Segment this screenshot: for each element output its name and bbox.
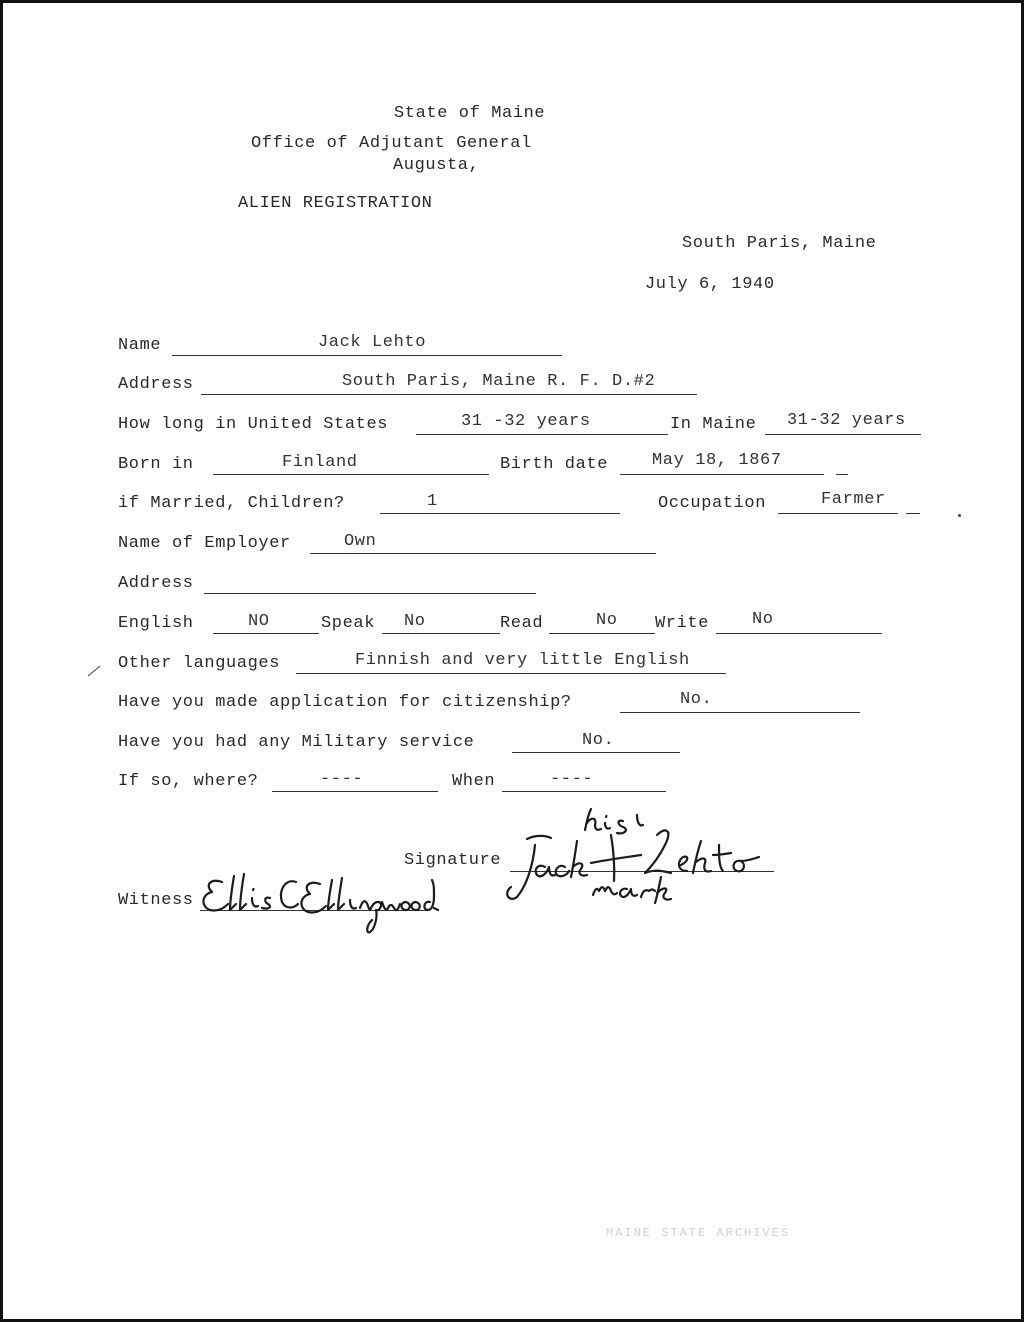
military-label: Have you had any Military service (118, 733, 475, 752)
employer-address-line (204, 593, 536, 594)
other-languages-label: Other languages (118, 654, 281, 673)
children-value: 1 (427, 492, 438, 511)
employer-line (310, 553, 656, 554)
write-line (716, 633, 882, 634)
citizenship-value: No. (680, 690, 713, 709)
name-value: Jack Lehto (318, 333, 427, 352)
children-label: if Married, Children? (118, 494, 345, 513)
occupation-line-tail (906, 513, 920, 514)
header-office: Office of Adjutant General (251, 134, 532, 153)
header-city: Augusta, (393, 156, 480, 175)
military-line (512, 752, 680, 753)
address-value: South Paris, Maine R. F. D.#2 (342, 372, 656, 391)
when-value: ---- (550, 770, 594, 789)
maine-duration-line (765, 434, 921, 435)
witness-label: Witness (118, 891, 194, 910)
handwritten-signature (505, 805, 785, 915)
other-languages-line (296, 673, 726, 674)
employer-label: Name of Employer (118, 534, 291, 553)
born-in-line (213, 474, 489, 475)
us-duration-value: 31 -32 years (461, 412, 591, 431)
when-line (502, 791, 666, 792)
english-label: English (118, 614, 194, 633)
birth-date-value: May 18, 1867 (652, 451, 782, 470)
address-line (201, 394, 697, 395)
english-value: NO (248, 612, 270, 631)
margin-dot (958, 514, 961, 517)
write-value: No (752, 610, 774, 629)
children-line (380, 513, 620, 514)
address-label: Address (118, 375, 194, 394)
birth-date-line (620, 474, 824, 475)
header-state: State of Maine (394, 104, 546, 123)
military-value: No. (582, 731, 615, 750)
employer-address-label: Address (118, 574, 194, 593)
read-line (549, 633, 655, 634)
margin-tick-mark (86, 664, 102, 678)
english-line (213, 633, 319, 634)
employer-value: Own (344, 532, 377, 551)
birth-date-label: Birth date (500, 455, 609, 474)
read-value: No (596, 611, 618, 630)
document-title: ALIEN REGISTRATION (238, 194, 433, 213)
us-duration-line (416, 434, 668, 435)
maine-duration-label: In Maine (670, 415, 757, 434)
occupation-label: Occupation (658, 494, 767, 513)
where-value: ---- (320, 770, 364, 789)
name-line (172, 355, 562, 356)
born-in-label: Born in (118, 455, 194, 474)
other-languages-value: Finnish and very little English (355, 651, 690, 670)
citizenship-line (620, 712, 860, 713)
speak-label: Speak (321, 614, 376, 633)
location-line: South Paris, Maine (682, 234, 877, 253)
where-label: If so, where? (118, 772, 259, 791)
birth-date-line-tail (836, 474, 848, 475)
speak-value: No (404, 612, 426, 631)
handwritten-witness-signature (198, 860, 438, 940)
occupation-line (778, 513, 898, 514)
signature-label: Signature (404, 851, 502, 870)
maine-duration-value: 31-32 years (787, 411, 906, 430)
read-label: Read (500, 614, 544, 633)
where-line (272, 791, 438, 792)
when-label: When (452, 772, 496, 791)
us-duration-label: How long in United States (118, 415, 389, 434)
born-in-value: Finland (282, 453, 358, 472)
write-label: Write (655, 614, 710, 633)
citizenship-label: Have you made application for citizenship? (118, 693, 572, 712)
speak-line (382, 633, 500, 634)
archive-stamp: MAINE STATE ARCHIVES (606, 1226, 791, 1240)
occupation-value: Farmer (821, 490, 886, 509)
date-line: July 6, 1940 (645, 275, 775, 294)
name-label: Name (118, 336, 162, 355)
